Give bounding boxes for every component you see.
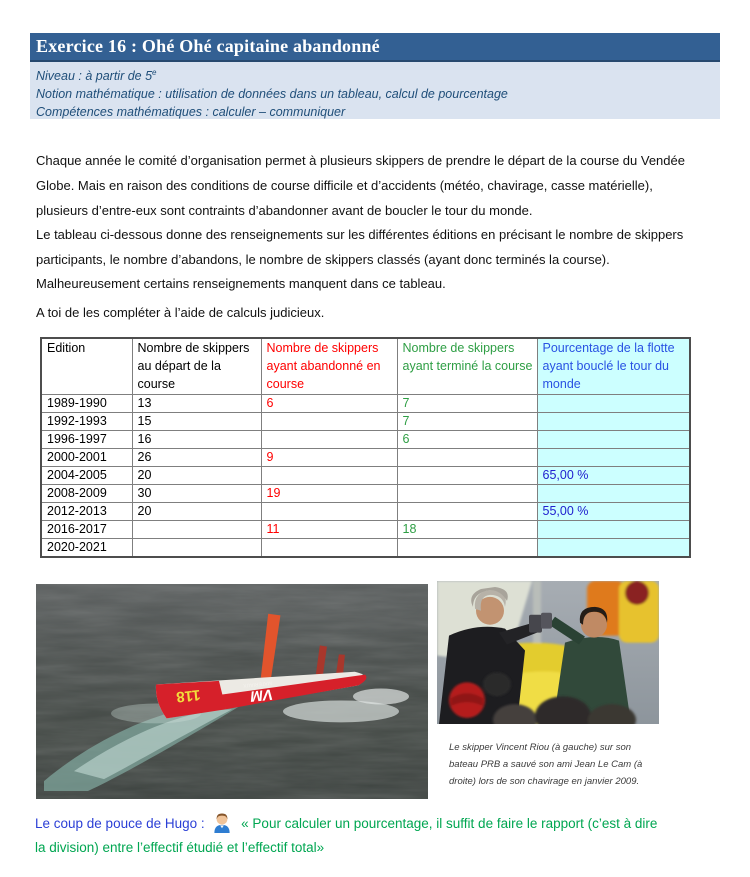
- table-row: [41, 466, 690, 484]
- table-cell: 7: [397, 412, 537, 430]
- table-header-row: [41, 338, 690, 394]
- table-row: [41, 502, 690, 520]
- table-cell: 65,00 %: [537, 466, 690, 484]
- table-row: [41, 448, 690, 466]
- meta-notion: Notion mathématique : utilisation de données dans un tableau, calcul de pourcentage: [36, 87, 508, 102]
- table-cell: [261, 430, 397, 448]
- boat-brand-sub: MATÉRIAUX: [242, 679, 273, 689]
- hint-paragraph: [35, 812, 735, 860]
- table-description-paragraph: Le tableau ci-dessous donne des renseignements sur les différentes éditions en précisant le nombre de skippers participants, le nombre d’abandons, le nombre de skippers classés (ayant donc terminés la course).: [36, 227, 684, 267]
- table-cell: [397, 484, 537, 502]
- column-header-termines: Nombre de skippers ayant terminé la course: [397, 338, 537, 394]
- table-cell: [537, 412, 690, 430]
- page-title: Exercice 16 : Ohé Ohé capitaine abandonné: [36, 36, 380, 56]
- table-cell: [397, 448, 537, 466]
- table-cell: 13: [132, 394, 261, 412]
- table-cell: 1989-1990: [41, 394, 132, 412]
- table-cell: 18: [397, 520, 537, 538]
- table-cell: [537, 448, 690, 466]
- exercise-title-bar: [30, 33, 720, 62]
- rescue-toast-photo: [437, 581, 659, 724]
- capsized-boat-photo: [36, 584, 428, 799]
- column-header-pourcentage: Pourcentage de la flotte ayant bouclé le tour du monde: [537, 338, 690, 394]
- table-cell: [397, 502, 537, 520]
- meta-competences: Compétences mathématiques : calculer – communiquer: [36, 105, 346, 120]
- table-cell: 19: [261, 484, 397, 502]
- boat-number: 118: [175, 685, 202, 706]
- table-cell: [537, 430, 690, 448]
- missing-data-paragraph: Malheureusement certains renseignements manquent dans ce tableau.: [36, 276, 446, 291]
- table-cell: 1992-1993: [41, 412, 132, 430]
- column-header-abandons: Nombre de skippers ayant abandonné en course: [261, 338, 397, 394]
- hint-quote-line1: « Pour calculer un pourcentage, il suffit de faire le rapport (c’est à dire: [241, 816, 658, 831]
- table-cell: 2012-2013: [41, 502, 132, 520]
- table-cell: [132, 538, 261, 557]
- table-cell: 55,00 %: [537, 502, 690, 520]
- table-cell: 2000-2001: [41, 448, 132, 466]
- table-cell: [537, 538, 690, 557]
- table-cell: [261, 412, 397, 430]
- intro-paragraph: Chaque année le comité d’organisation permet à plusieurs skippers de prendre le départ de la course du Vendée Globe. Mais en raison des conditions de course difficile et d’accidents (météo, chavirage, casse matérielle), plusieurs d’entre-eux sont contraints d’abandonner avant de boucler le tour du monde.: [36, 153, 685, 218]
- table-cell: 2016-2017: [41, 520, 132, 538]
- capsized-boat-illustration: [36, 584, 428, 799]
- table-cell: 26: [132, 448, 261, 466]
- table-cell: [261, 466, 397, 484]
- column-header-edition: Edition: [41, 338, 132, 394]
- hint-label: Le coup de pouce de Hugo :: [35, 816, 205, 831]
- table-cell: 2020-2021: [41, 538, 132, 557]
- table-row: [41, 484, 690, 502]
- instruction-paragraph: A toi de les compléter à l’aide de calculs judicieux.: [36, 305, 325, 320]
- table-cell: 9: [261, 448, 397, 466]
- table-cell: 7: [397, 394, 537, 412]
- table-row: [41, 538, 690, 557]
- table-cell: 1996-1997: [41, 430, 132, 448]
- table-cell: 16: [132, 430, 261, 448]
- boat-brand: VM: [249, 685, 274, 705]
- table-cell: 30: [132, 484, 261, 502]
- hugo-avatar-icon: [212, 812, 232, 833]
- table-cell: 20: [132, 502, 261, 520]
- table-cell: 20: [132, 466, 261, 484]
- table-cell: [537, 394, 690, 412]
- table-row: [41, 520, 690, 538]
- meta-niveau: Niveau : à partir de 5e: [36, 68, 157, 84]
- table-cell: 2008-2009: [41, 484, 132, 502]
- table-cell: [132, 520, 261, 538]
- hint-quote-line2: la division) entre l’effectif étudié et l’effectif total»: [35, 840, 325, 855]
- table-row: [41, 394, 690, 412]
- table-row: [41, 412, 690, 430]
- table-cell: 11: [261, 520, 397, 538]
- table-cell: [537, 520, 690, 538]
- table-cell: [261, 538, 397, 557]
- table-cell: [261, 502, 397, 520]
- table-cell: 6: [261, 394, 397, 412]
- skippers-illustration: [437, 581, 659, 724]
- table-row: [41, 430, 690, 448]
- table-cell: [537, 484, 690, 502]
- table-cell: 2004-2005: [41, 466, 132, 484]
- photo-caption: Le skipper Vincent Riou (à gauche) sur son bateau PRB a sauvé son ami Jean Le Cam (à droite) lors de son chavirage en janvier 2009.: [449, 742, 643, 787]
- exercise-meta-box: [30, 62, 720, 119]
- table-cell: [397, 538, 537, 557]
- column-header-departs: Nombre de skippers au départ de la course: [132, 338, 261, 394]
- table-cell: 15: [132, 412, 261, 430]
- table-cell: [397, 466, 537, 484]
- editions-table: [40, 337, 691, 558]
- table-cell: 6: [397, 430, 537, 448]
